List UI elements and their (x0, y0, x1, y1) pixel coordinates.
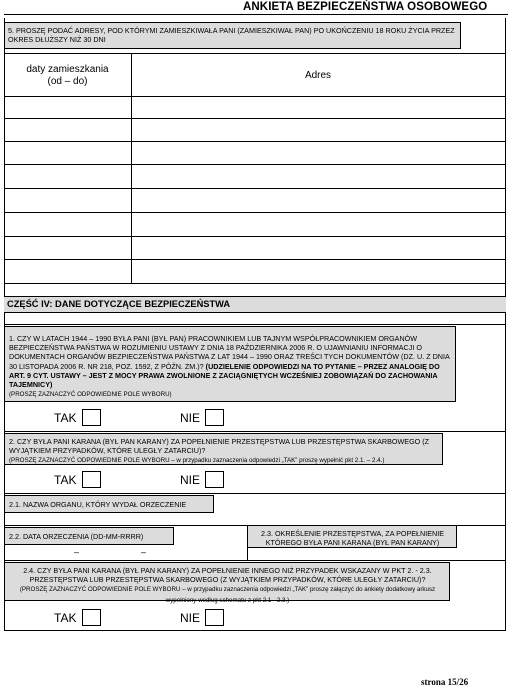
question-2-yes-checkbox[interactable] (82, 471, 101, 488)
question-2-4-no-label: NIE (180, 611, 201, 625)
page-number: strona 15/26 (421, 677, 469, 687)
address-row-line (4, 188, 506, 189)
question-2-3-label (247, 525, 457, 548)
question-5-label (4, 22, 461, 49)
dates-column-header (4, 64, 131, 88)
address-table-bottom-rule (4, 283, 506, 284)
address-row-line (4, 118, 506, 119)
question-2-2-label (4, 527, 174, 545)
part-4-title (4, 296, 506, 313)
form-title: ANKIETA BEZPIECZEŃSTWA OSOBOWEGO (243, 1, 488, 13)
address-table-header-rule (4, 96, 506, 97)
question-2-text: 2. CZY BYŁA PANI KARANA (BYŁ PAN KARANY) ZA POPEŁNIENIE PRZESTĘPSTWA LUB PRZESTĘPSTWA SKARBOWEGO (Z WYJĄTKIEM PRZYPADKÓW, KTÓRE ULEGŁY ZATARCIU)? (9, 437, 430, 456)
question-2-bottom-rule (4, 493, 506, 494)
question-1-bold-note: (UDZIELENIE ODPOWIEDZI NA TO PYTANIE – PRZEZ ANALOGIĘ DO ART. 9 CYT. USTAWY – JEST Z MOCY PRAWA ZWOLNIONE Z ZACIĄGNIĘTYCH WCZEŚNIEJ ZOBOWIĄZAŃ DO ZACHOWANIA TAJEMNICY) (9, 361, 440, 390)
question-2-4-yes-label: TAK (54, 611, 77, 625)
address-row-line (4, 141, 506, 142)
address-row-line (4, 164, 506, 165)
question-2-hint: (PROSZĘ ZAZNACZYĆ ODPOWIEDNIE POLE WYBORU – w przypadku zaznaczenia odpowiedzi „TAK” proszę wypełnić pkt 2.1. – 2.4.) (9, 457, 385, 465)
question-1-bottom-rule (4, 431, 506, 432)
question-1-label (4, 326, 456, 402)
address-row-line (4, 236, 506, 237)
question-2-2-bottom-rule (4, 560, 506, 561)
address-column-header: Adres (304, 70, 332, 81)
part-4-title-text: CZĘŚĆ IV: DANE DOTYCZĄCE BEZPIECZEŃSTWA (7, 299, 231, 309)
question-2-1-label (4, 495, 214, 513)
frame-bottom-border (4, 630, 506, 631)
question-2-4-yes-checkbox[interactable] (82, 609, 101, 626)
title-rule (4, 14, 508, 15)
question-2-no-label: NIE (180, 473, 201, 487)
question-1-no-checkbox[interactable] (205, 409, 224, 426)
question-2-4-label (4, 562, 450, 604)
address-row-line (4, 212, 506, 213)
part-4-lower-rule (4, 324, 506, 325)
question-2-4-no-checkbox[interactable] (205, 609, 224, 626)
question-2-4-hint: (PROSZĘ ZAZNACZYĆ ODPOWIEDNIE POLE WYBORU – w przypadku zaznaczenia odpowiedzi „TAK” proszę załączyć do ankiety dodatkowy arkusz wypełniony według schematu z pkt 2.1 - 2.3.) (19, 586, 436, 604)
question-2-label (4, 433, 443, 465)
question-1-yes-label: TAK (54, 411, 77, 425)
address-row-line (4, 259, 506, 260)
question-1-yes-checkbox[interactable] (82, 409, 101, 426)
question-2-no-checkbox[interactable] (205, 471, 224, 488)
question-1-text: 1. CZY W LATACH 1944 – 1990 BYŁA PANI (BYŁ PAN) PRACOWNIKIEM LUB TAJNYM WSPÓŁPRACOWNIKIEM ORGANÓW BEZPIECZEŃSTWA PAŃSTWA W ROZUMIENIU USTAWY Z DNIA 18 PAŹDZIERNIKA 2006 R. O UJAWNIANIU INFORMACJI O DOKUMENTACH ORGANÓW BEZPIECZEŃSTWA PAŃSTWA Z LAT 1944 – 1990 ORAZ TREŚCI TYCH DOKUMENTÓW (DZ. U. Z DNIA 30 LISTOPADA 2006 R. NR 218, POZ. 1592, Z PÓŹN. ZM.)? (9, 334, 450, 371)
address-table-column-divider (131, 53, 132, 283)
question-2-3-text: 2.3. OKREŚLENIE PRZESTĘPSTWA, ZA POPEŁNIENIE KTÓREGO BYŁA PANI KARANA (BYŁ PAN KARANY) (260, 529, 445, 548)
question-1-no-label: NIE (180, 411, 201, 425)
date-separator: – (74, 547, 80, 557)
question-2-1-text: 2.1. NAZWA ORGANU, KTÓRY WYDAŁ ORZECZENIE (9, 500, 187, 509)
question-5-text: 5. PROSZĘ PODAĆ ADRESY, POD KTÓRYMI ZAMIESZKIWAŁA PANI (ZAMIESZKIWAŁ PAN) PO UKOŃCZENIU 18 ROKU ŻYCIA PRZEZ OKRES DŁUŻSZY NIŻ 30 DNI (8, 26, 455, 45)
dates-column-header-line2: (od – do) (47, 76, 88, 87)
address-table-top-rule (4, 53, 506, 54)
date-separator: – (141, 547, 147, 557)
question-2-yes-label: TAK (54, 473, 77, 487)
question-2-2-text: 2.2. DATA ORZECZENIA (DD-MM-RRRR) (9, 532, 144, 541)
dates-column-header-line1: daty zamieszkania (26, 64, 109, 75)
question-1-hint: (PROSZĘ ZAZNACZYĆ ODPOWIEDNIE POLE WYBORU) (9, 391, 172, 399)
question-2-4-text: 2.4. CZY BYŁA PANI KARANA (BYŁ PAN KARANY) ZA POPEŁNIENIE INNEGO NIŻ PRZYPADEK WSKAZANY W PKT 2. - 2.3. PRZESTĘPSTWA LUB PRZESTĘPSTWA SKARBOWEGO (Z WYJĄTKIEM PRZYPADKÓW, KTÓRE ULEGŁY ZATARCIU)? (23, 566, 432, 585)
